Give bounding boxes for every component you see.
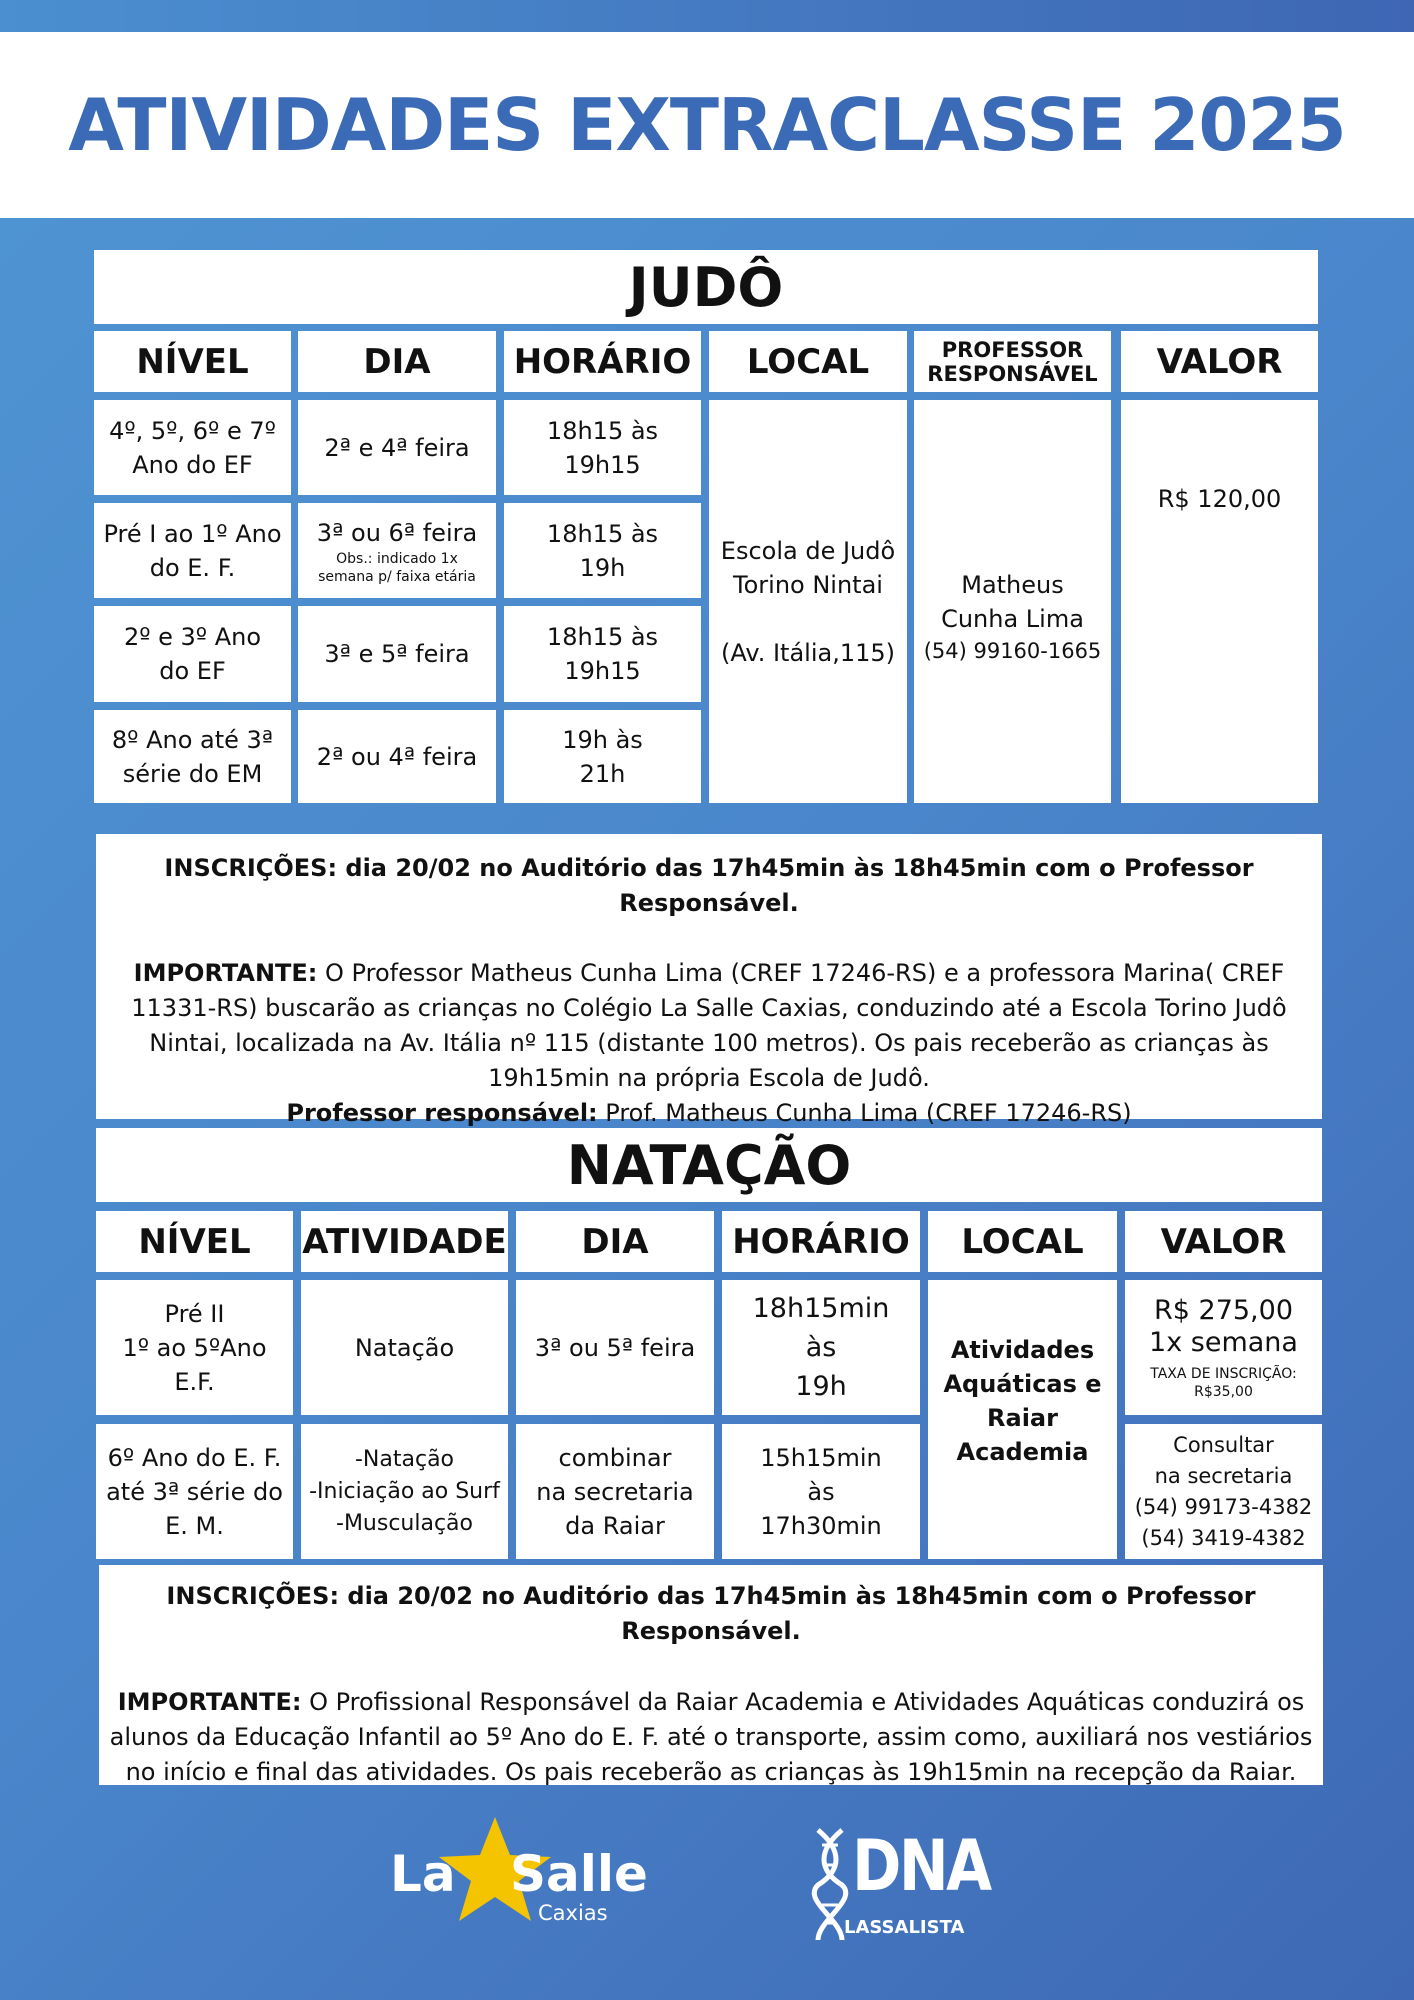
judo-row4-horario: 19h às 21h — [504, 710, 701, 803]
judo-row2-nivel: Pré I ao 1º Ano do E. F. — [94, 503, 291, 598]
natacao-header-horario: HORÁRIO — [722, 1211, 920, 1272]
natacao-info-box: INSCRIÇÕES: dia 20/02 no Auditório das 17h45min às 18h45min com o Professor Responsável. IMPORTANTE: O Profissional Responsável da Raiar Academia e Atividades Aquáticas conduzirá os alunos da Educação Infantil ao 5º Ano do E. F. até o transporte, assim como, auxiliará nos vestiários no início e final das atividades. Os pais receberão as crianças às 19h15min na recepção da Raiar. — [99, 1565, 1323, 1785]
judo-info-box: INSCRIÇÕES: dia 20/02 no Auditório das 17h45min às 18h45min com o Professor Responsável. IMPORTANTE: O Professor Matheus Cunha Lima (CREF 17246-RS) e a professora Marina( CREF 11331-RS) buscarão as crianças no Colégio La Salle Caxias, conduzindo até a Escola Torino Judô Nintai, localizada na Av. Itália nº 115 (distante 100 metros). Os pais receberão as crianças às 19h15min na própria Escola de Judô. Professor responsável: Prof. Matheus Cunha Lima (CREF 17246-RS) — [96, 834, 1322, 1119]
judo-local: Escola de Judô Torino Nintai (Av. Itália,115) — [709, 400, 907, 803]
judo-row1-dia: 2ª e 4ª feira — [298, 400, 496, 495]
natacao-importante: IMPORTANTE: O Profissional Responsável da Raiar Academia e Atividades Aquáticas conduzirá os — [117, 1688, 1305, 1716]
judo-row2-horario: 18h15 às 19h — [504, 503, 701, 598]
natacao-row1-horario: 18h15min às 19h — [722, 1280, 920, 1415]
judo-valor: R$ 120,00 — [1121, 400, 1318, 803]
judo-row2-dia: 3ª ou 6ª feira Obs.: indicado 1x semana p/ faixa etária — [298, 503, 496, 598]
natacao-row1-atividade: Natação — [301, 1280, 508, 1415]
judo-row3-horario: 18h15 às 19h15 — [504, 606, 701, 702]
natacao-header-dia: DIA — [516, 1211, 714, 1272]
judo-row3-dia: 3ª e 5ª feira — [298, 606, 496, 702]
dna-lassalista-logo: DNA LASSALISTA — [810, 1825, 990, 1945]
judo-importante: IMPORTANTE: O Professor Matheus Cunha Lima (CREF 17246-RS) e a professora Marina( CREF — [133, 959, 1285, 987]
natacao-row2-horario: 15h15min às 17h30min — [722, 1424, 920, 1559]
page-title: ATIVIDADES EXTRACLASSE 2025 — [68, 83, 1346, 167]
natacao-section-title: NATAÇÃO — [96, 1128, 1322, 1202]
natacao-row1-nivel: Pré II 1º ao 5ºAno E.F. — [96, 1280, 293, 1415]
natacao-inscricoes: INSCRIÇÕES: dia 20/02 no Auditório das 17h45min às 18h45min com o Professor Responsável. — [166, 1582, 1256, 1645]
judo-header-horario: HORÁRIO — [504, 331, 701, 392]
natacao-row2-nivel: 6º Ano do E. F. até 3ª série do E. M. — [96, 1424, 293, 1559]
judo-section-title: JUDÔ — [94, 250, 1318, 324]
natacao-header-nivel: NÍVEL — [96, 1211, 293, 1272]
natacao-row1-dia: 3ª ou 5ª feira — [516, 1280, 714, 1415]
judo-professor: Matheus Cunha Lima (54) 99160-1665 — [914, 400, 1111, 803]
judo-header-professor: PROFESSOR RESPONSÁVEL — [914, 331, 1111, 392]
natacao-row1-valor: R$ 275,00 1x semana TAXA DE INSCRIÇÃO: R$35,00 — [1125, 1280, 1322, 1415]
natacao-local: Atividades Aquáticas e Raiar Academia — [928, 1280, 1117, 1559]
top-bar — [0, 0, 1414, 32]
natacao-header-local: LOCAL — [928, 1211, 1117, 1272]
judo-professor-responsavel: Professor responsável: Prof. Matheus Cunha Lima (CREF 17246-RS) — [286, 1099, 1132, 1127]
judo-header-nivel: NÍVEL — [94, 331, 291, 392]
judo-row4-nivel: 8º Ano até 3ª série do EM — [94, 710, 291, 803]
lasalle-logo: La Salle Caxias — [390, 1815, 670, 1925]
judo-row3-nivel: 2º e 3º Ano do EF — [94, 606, 291, 702]
natacao-row2-valor: Consultar na secretaria (54) 99173-4382 (54) 3419-4382 — [1125, 1424, 1322, 1559]
judo-header-valor: VALOR — [1121, 331, 1318, 392]
natacao-header-valor: VALOR — [1125, 1211, 1322, 1272]
judo-row1-horario: 18h15 às 19h15 — [504, 400, 701, 495]
judo-inscricoes: INSCRIÇÕES: dia 20/02 no Auditório das 17h45min às 18h45min com o Professor Responsável. — [164, 854, 1254, 917]
judo-header-dia: DIA — [298, 331, 496, 392]
judo-row1-nivel: 4º, 5º, 6º e 7º Ano do EF — [94, 400, 291, 495]
natacao-row2-atividade: -Natação -Iniciação ao Surf -Musculação — [301, 1424, 508, 1559]
natacao-header-atividade: ATIVIDADE — [301, 1211, 508, 1272]
natacao-row2-dia: combinar na secretaria da Raiar — [516, 1424, 714, 1559]
judo-header-local: LOCAL — [709, 331, 907, 392]
judo-row4-dia: 2ª ou 4ª feira — [298, 710, 496, 803]
